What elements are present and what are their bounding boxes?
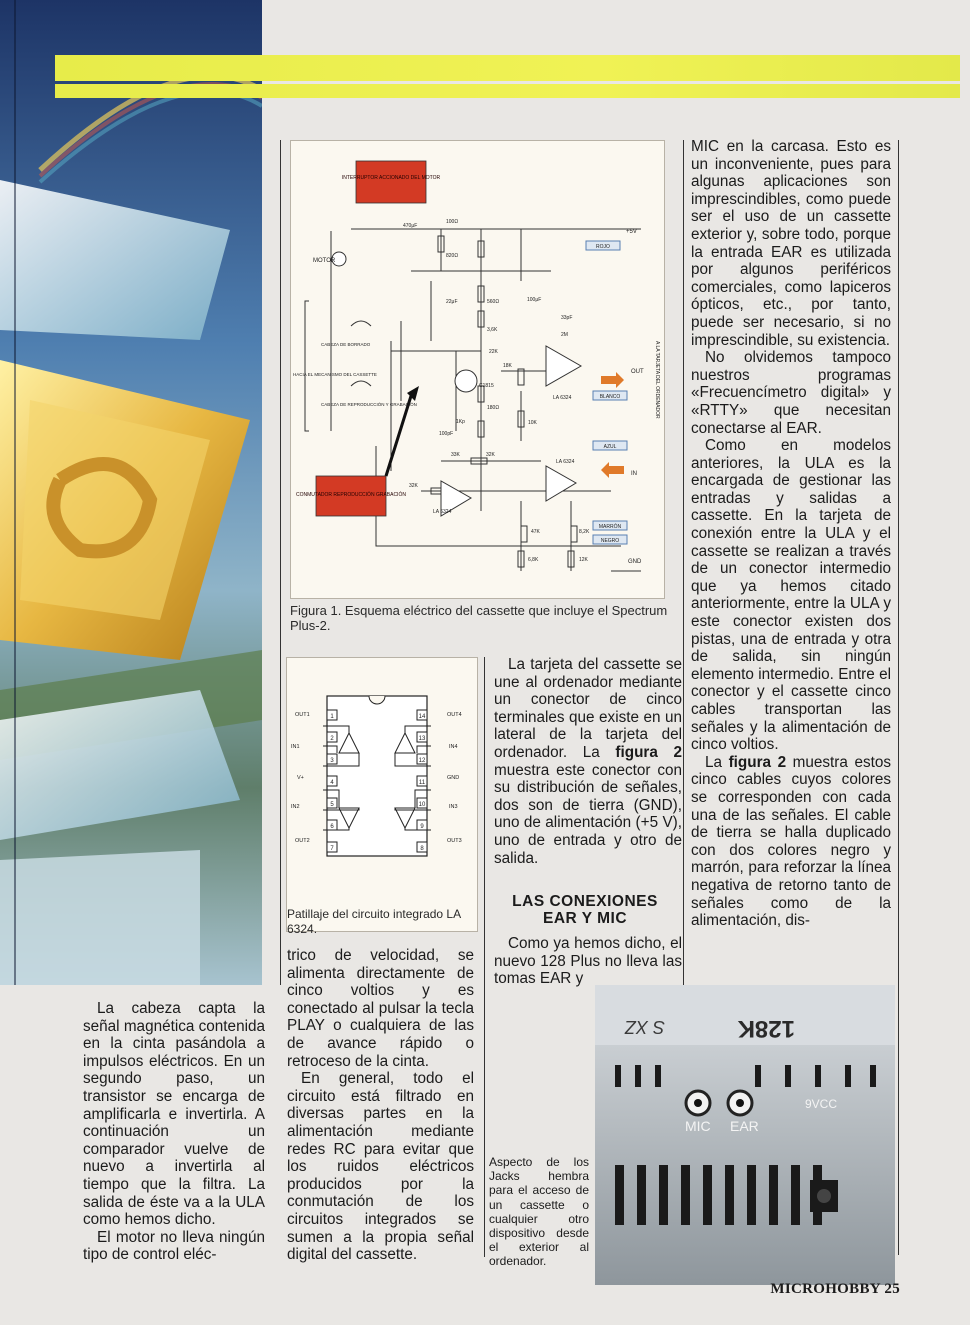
ic-pin-number: 1 — [330, 714, 334, 720]
text-run: muestra este conector con su distribución de señales, dos son de tierra (GND), uno de alimentación (+5 V), uno de entrada y otro de salida. — [494, 761, 682, 867]
pin-label-vplus: V+ — [297, 775, 304, 781]
ic-pin-number: 4 — [330, 780, 334, 786]
label-q1: C1815 — [479, 383, 494, 389]
column-third — [494, 656, 682, 867]
label-r7: 10K — [528, 420, 537, 426]
label-mechanism: HACIA EL MECANISMO DEL CASSETTE — [293, 372, 377, 377]
label-head-play: CABEZA DE REPRODUCCIÓN Y GRABACIÓN — [321, 402, 417, 407]
wire-azul-label: AZUL — [603, 444, 617, 450]
wire-blanco-label: BLANCO — [599, 394, 621, 400]
figure-ref: figura 2 — [615, 743, 682, 761]
label-ic-2: LA 6324 — [556, 459, 575, 465]
photo-sx-label: S XZ — [624, 1017, 665, 1037]
ic-pin-number: 6 — [330, 824, 334, 830]
text-run: La — [705, 753, 729, 771]
column-rule — [484, 657, 485, 1257]
paragraph: La cabeza capta la señal magnética contenida en la cinta pasándola a impulsos eléctricos. En un segundo paso, un transistor se encarga de amplificarla e invertirla. A continuación un comparador vuelve de nuevo a invertirla al tiempo que la filtra. La salida de éste va a la ULA como hemos dicho. — [83, 1000, 265, 1229]
ic-pin-number: 2 — [330, 736, 334, 742]
pin-label-out1: OUT1 — [295, 712, 310, 718]
paragraph: MIC en la carcasa. Esto es un inconveniente, pues para algunas aplicaciones son imprescindibles, como puede ser el uso de un cassette exterior y, sobre todo, porque la entrada EAR es utilizada por algunos periféricos comerciales, como lapiceros ópticos, etc., por tanto, puede ser necesario, si no imprescindible, su existencia. — [691, 138, 891, 349]
ic-pin-number: 7 — [330, 846, 334, 852]
paragraph — [494, 656, 682, 867]
label-r9: 32K — [486, 452, 495, 458]
ic-pin-number: 11 — [418, 780, 426, 786]
wire-negro-label: NEGRO — [600, 538, 620, 544]
label-r12: 12K — [579, 557, 588, 563]
label-c4: 33pF — [561, 315, 573, 321]
pin-label-in4: IN4 — [449, 744, 458, 750]
label-r5: 2M — [561, 332, 568, 338]
box-motor-label: INTERRUPTOR ACCIONADO DEL MOTOR — [341, 175, 441, 181]
box-switch-label: CONMUTADOR REPRODUCCIÓN GRABACIÓN — [296, 492, 406, 498]
column-middle — [287, 947, 474, 1264]
label-c5: 100pF — [439, 431, 454, 437]
paragraph: El motor no lleva ningún tipo de control eléc- — [83, 1228, 265, 1264]
pin-label-gnd: GND — [447, 775, 460, 781]
column-rule — [280, 140, 281, 985]
cover-illustration — [0, 0, 262, 985]
photo-mic-label: MIC — [685, 1118, 711, 1134]
label-r8: 33K — [451, 452, 460, 458]
paragraph: Como ya hemos dicho, el nuevo 128 Plus no lleva las tomas EAR y — [494, 935, 682, 988]
photo-model-label: 128K — [737, 1015, 795, 1042]
label-in: IN — [631, 471, 637, 477]
label-r3: 560Ω — [487, 299, 500, 305]
paragraph: trico de velocidad, se alimenta directamente de cinco voltios y es conectado al pulsar la tecla PLAY o cualquiera de las de avance rápido o retroceso de la cinta. — [287, 947, 474, 1070]
figure-2-caption: Patillaje del circuito integrado LA 6324. — [287, 907, 461, 936]
column-third-continued — [494, 935, 682, 988]
ic-pin-number: 3 — [330, 758, 334, 764]
wire-rojo-label: ROJO — [596, 244, 610, 250]
figure-2-pinout — [286, 657, 478, 932]
paragraph: Como en modelos anteriores, la ULA es la encargada de gestionar las entradas y salidas a cassette. En la tarjeta de conexión entre la ULA y el cassette se realizan a través de un conector intermedio que ya hemos citado anteriormente, entre la ULA y este conector existen dos pistas, una de entrada y otra de salida, sin ningún elemento intermedio. Entre el conector y el cassette cinco cables transportan las señales y la alimentación de cinco voltios. — [691, 437, 891, 754]
photo-caption: Aspecto de los Jacks hembra para el acceso de un cassette o cualquier otro dispositivo desde el exterior al ordenador. — [489, 1155, 589, 1269]
paragraph: En general, todo el circuito está filtrado en diversas partes en la alimentación mediante redes RC para evitar que los ruidos eléctricos producidos por la conmutación de los circuitos integrados se sumen a la propia señal digital del cassette. — [287, 1070, 474, 1264]
label-motor: MOTOR — [313, 258, 336, 264]
figure-1-caption-text: Esquema eléctrico del cassette que incluye el Spectrum Plus-2. — [290, 603, 668, 633]
pin-label-in2: IN2 — [291, 804, 300, 810]
label-r1: 100Ω — [446, 219, 459, 225]
text-run: La tarjeta del cassette se une al ordenador mediante un conector de cinco terminales que existe en un lateral de la tarjeta del ordenador. La — [494, 656, 682, 761]
label-r10: 47K — [531, 529, 540, 535]
wire-marron-label: MARRÓN — [598, 524, 622, 530]
label-r2: 820Ω — [446, 253, 459, 259]
label-c1: 470μF — [403, 223, 418, 229]
label-r15: 1Kp — [456, 419, 465, 425]
page-footer — [770, 1281, 900, 1298]
figure-1-caption — [290, 603, 690, 633]
label-c2: 22μF — [446, 299, 458, 305]
paragraph: No olvidemos tampoco nuestros programas «Frecuencímetro digital» y «RTTY» que necesitan conectarse al EAR. — [691, 349, 891, 437]
pin-label-in1: IN1 — [291, 744, 300, 750]
label-r6: 18K — [503, 363, 512, 369]
header-band-bottom — [55, 84, 960, 98]
ic-pin-number: 8 — [420, 846, 424, 852]
figure-1-caption-label: Figura 1. — [290, 603, 342, 618]
ic-pin-number: 10 — [418, 802, 426, 808]
magazine-name: MICROHOBBY — [770, 1281, 881, 1297]
text-run: muestra estos cinco cables cuyos colores se corresponden con cada una de las señales. El cable de tierra se halla duplicado con dos colores negro y marrón, para reforzar la línea negativa de retorno tanto de señales como de la alimentación, dis- — [691, 753, 892, 930]
header-band-top — [55, 55, 960, 81]
pin-label-out3: OUT3 — [447, 838, 462, 844]
column-right — [691, 138, 891, 930]
label-out: OUT — [631, 369, 644, 375]
ic-pin-number: 14 — [418, 714, 426, 720]
label-gnd: GND — [628, 559, 642, 565]
ic-pin-number: 5 — [330, 802, 334, 808]
ic-pin-number: 9 — [420, 824, 424, 830]
figure-ref: figura 2 — [728, 753, 787, 771]
label-r14: 22K — [489, 349, 498, 355]
label-r11: 8,2K — [579, 529, 590, 535]
section-heading: LAS CONEXIONES EAR Y MIC — [512, 893, 658, 927]
pin-label-out4: OUT4 — [447, 712, 462, 718]
column-rule — [683, 140, 684, 990]
column-left — [83, 1000, 265, 1264]
photo-ear-label: EAR — [730, 1118, 759, 1134]
photo-9vcc-label: 9VCC — [805, 1097, 838, 1111]
figure-1-schematic — [290, 140, 665, 599]
label-head-erase: CABEZA DE BORRADO — [321, 342, 371, 347]
label-r17: 32K — [409, 483, 418, 489]
label-c3: 100μF — [527, 297, 542, 303]
label-r13: 6,8K — [528, 557, 539, 563]
label-plus5: +5V — [626, 229, 637, 235]
page-number: 25 — [884, 1281, 900, 1297]
ic-pin-number: 13 — [418, 736, 426, 742]
pin-label-in3: IN3 — [449, 804, 458, 810]
label-ic-3: LA 6324 — [433, 509, 452, 515]
label-r4: 3,6K — [487, 327, 498, 333]
ic-pin-number: 12 — [418, 758, 426, 764]
label-r16: 180Ω — [487, 405, 500, 411]
column-rule — [898, 140, 899, 1255]
label-side: A LA TARJETA DEL ORDENADOR — [654, 341, 660, 419]
label-ic-1: LA 6324 — [553, 395, 572, 401]
jacks-photo — [595, 985, 895, 1285]
paragraph — [691, 754, 891, 930]
pin-label-out2: OUT2 — [295, 838, 310, 844]
